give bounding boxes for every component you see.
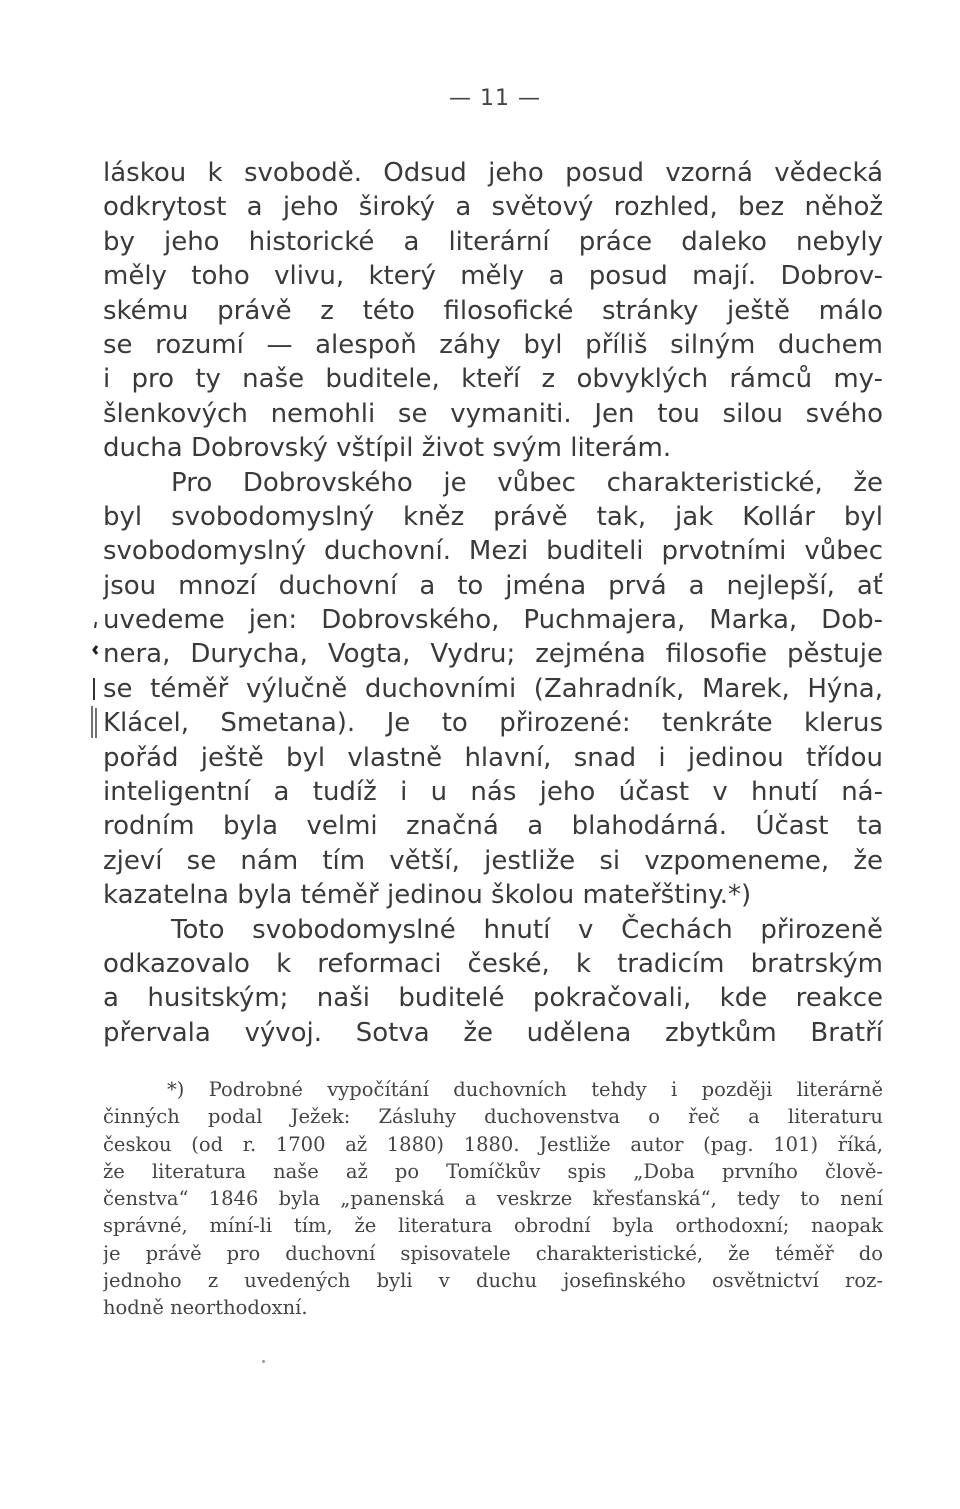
text-line: rodním byla velmi značná a blahodárná. Účast ta (103, 811, 883, 842)
margin-mark-graphic (86, 620, 100, 740)
footnote-line: českou (od r. 1700 až 1880) 1880. Jestliže autor (pag. 101) říká, (103, 1132, 883, 1156)
footnote-line: že literatura naše až po Tomíčkův spis „Doba prvního člově- (103, 1159, 883, 1183)
text-line-indented (103, 466, 883, 500)
text-line: zjeví se nám tím větší, jestliže si vzpomeneme, že (103, 845, 883, 876)
text-line: se téměř výlučně duchovními (Zahradník, Marek, Hýna, (103, 673, 883, 704)
text-line: kazatelna byla téměř jedinou školou mateřštiny.*) (103, 880, 752, 911)
text-line: jsou mnozí duchovní a to jména prvá a nejlepší, ať (103, 570, 883, 601)
text-line: svobodomyslný duchovní. Mezi buditeli prvotními vůbec (103, 536, 883, 567)
text-line: šlenkových nemohli se vymaniti. Jen tou silou svého (103, 398, 883, 429)
text-line: přervala vývoj. Sotva že udělena zbytkům Bratří (103, 1017, 883, 1048)
footnote-line: čenstva“ 1846 byla „panenská a veskrze křesťanská“, tedy to není (103, 1187, 883, 1211)
text-line: a husitským; naši buditelé pokračovali, kde reakce (103, 983, 883, 1014)
footnotes (103, 1076, 883, 1322)
footnote-line-content: *) Podrobné vypočítání duchovních tehdy i později literárně (167, 1078, 883, 1101)
paper-speck (262, 1360, 265, 1363)
text-line: Klácel, Smetana). Je to přirozené: tenkráte klerus (103, 708, 883, 739)
footnote-line: činných podal Ježek: Zásluhy duchovenstva o řeč a literaturu (103, 1105, 883, 1129)
footnote-line: hodně neorthodoxní. (103, 1296, 308, 1320)
footnote-line: je právě pro duchovní spisovatele charakteristické, že téměř do (103, 1241, 883, 1265)
text-line-content: Toto svobodomyslné hnutí v Čechách přirozeně (171, 914, 883, 945)
text-line: měly toho vlivu, který měly a posud mají. Dobrov- (103, 261, 883, 292)
text-line: uvedeme jen: Dobrovského, Puchmajera, Marka, Dob- (103, 605, 883, 636)
text-line: odkrytost a jeho široký a světový rozhled, bez něhož (103, 192, 883, 223)
text-line: inteligentní a tudíž i u nás jeho účast v hnutí ná- (103, 777, 883, 808)
text-line: odkazovalo k reformaci české, k tradicím bratrským (103, 948, 883, 979)
text-line: i pro ty naše buditele, kteří z obvyklých rámců my- (103, 364, 883, 395)
footnote-line-indented (103, 1076, 883, 1103)
text-line-content: Pro Dobrovského je vůbec charakteristické, že (171, 467, 883, 498)
text-line: láskou k svobodě. Odsud jeho posud vzorná vědecká (103, 158, 883, 188)
margin-pencil-marks (86, 620, 100, 740)
main-text (103, 156, 883, 1050)
footnote-line: jednoho z uvedených byli v duchu josefinského osvětnictví roz- (103, 1269, 883, 1293)
text-line-indented (103, 913, 883, 947)
text-line: skému právě z této filosofické stránky ještě málo (103, 295, 883, 326)
footnote-line: správné, míní-li tím, že literatura obrodní byla orthodoxní; naopak (103, 1214, 883, 1238)
text-line: nera, Durycha, Vogta, Vydru; zejména filosofie pěstuje (103, 639, 883, 670)
text-line: se rozumí — alespoň záhy byl příliš silným duchem (103, 329, 883, 360)
page-number: — 11 — (449, 86, 541, 111)
text-line: byl svobodomyslný kněz právě tak, jak Kollár byl (103, 501, 883, 532)
text-line: by jeho historické a literární práce daleko nebyly (103, 226, 883, 257)
text-line: pořád ještě byl vlastně hlavní, snad i jedinou třídou (103, 742, 883, 773)
text-line: ducha Dobrovský vštípil život svým literám. (103, 433, 672, 464)
